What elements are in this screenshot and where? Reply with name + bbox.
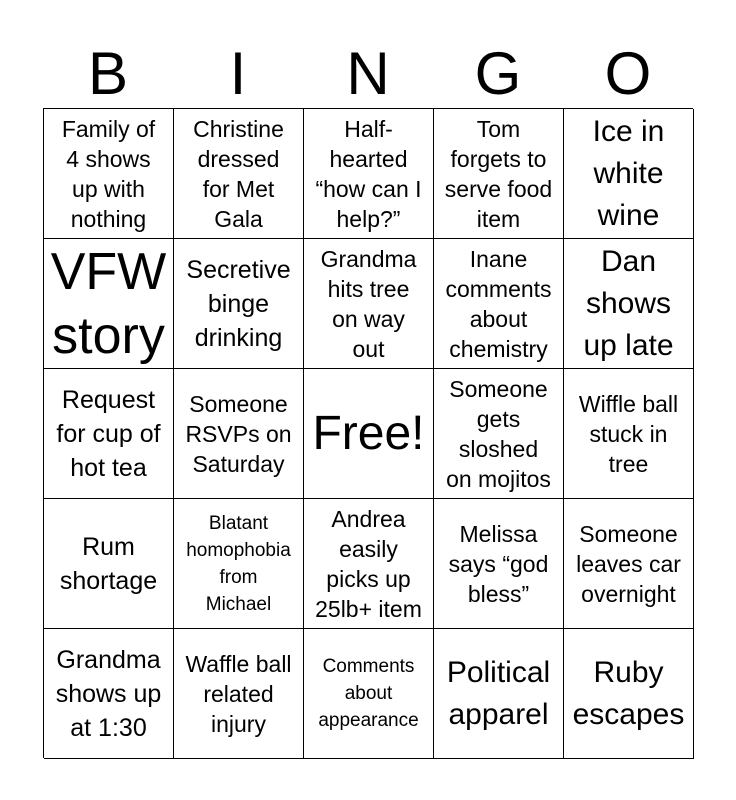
bingo-cell-r1c1[interactable] xyxy=(44,109,174,239)
cell-text: Dan shows up late xyxy=(583,244,674,362)
bingo-cell-free[interactable] xyxy=(304,369,434,499)
bingo-cell-r5c3[interactable] xyxy=(304,629,434,759)
header-letter-i: I xyxy=(229,40,247,107)
cell-text: Request for cup of hot tea xyxy=(56,385,161,482)
bingo-cell-r4c5[interactable] xyxy=(564,499,694,629)
header-letter-b: B xyxy=(87,40,129,107)
cell-text: Ruby escapes xyxy=(572,655,685,731)
bingo-cell-r3c2[interactable] xyxy=(174,369,304,499)
bingo-cell-r2c1[interactable] xyxy=(44,239,174,369)
bingo-cell-r5c1[interactable] xyxy=(44,629,174,759)
bingo-cell-r1c5[interactable] xyxy=(564,109,694,239)
cell-text: Rum shortage xyxy=(59,532,158,595)
bingo-cell-r5c2[interactable] xyxy=(174,629,304,759)
bingo-cell-r2c3[interactable] xyxy=(304,239,434,369)
bingo-cell-r2c4[interactable] xyxy=(434,239,564,369)
bingo-cell-r1c3[interactable] xyxy=(304,109,434,239)
bingo-cell-r3c5[interactable] xyxy=(564,369,694,499)
header-letter-n: N xyxy=(346,40,390,107)
bingo-cell-r4c4[interactable] xyxy=(434,499,564,629)
bingo-cell-r3c4[interactable] xyxy=(434,369,564,499)
cell-text: Wiffle ball stuck in tree xyxy=(578,390,679,477)
cell-text: Someone leaves car overnight xyxy=(576,520,681,607)
header-letter-o: O xyxy=(604,40,652,107)
cell-text: Ice in white wine xyxy=(592,114,665,232)
cell-text: Melissa says “god bless” xyxy=(448,520,549,607)
cell-text: Christine dressed for Met Gala xyxy=(193,115,284,232)
bingo-cell-r5c4[interactable] xyxy=(434,629,564,759)
cell-text: Someone RSVPs on Saturday xyxy=(185,390,292,477)
bingo-cell-r5c5[interactable] xyxy=(564,629,694,759)
cell-text: Political apparel xyxy=(446,655,551,731)
bingo-cell-r4c2[interactable] xyxy=(174,499,304,629)
cell-text: Waffle ball related injury xyxy=(185,650,292,737)
cell-text: Tom forgets to serve food item xyxy=(444,115,553,232)
cell-text: Half- hearted “how can I help?” xyxy=(315,115,422,232)
bingo-cell-r1c4[interactable] xyxy=(434,109,564,239)
bingo-board xyxy=(43,108,693,758)
free-space-label: Free! xyxy=(312,406,425,460)
bingo-cell-r2c2[interactable] xyxy=(174,239,304,369)
bingo-cell-r4c3[interactable] xyxy=(304,499,434,629)
cell-text: Someone gets sloshed on mojitos xyxy=(446,375,551,492)
cell-text: Blatant homophobia from Michael xyxy=(186,512,291,615)
header-letter-g: G xyxy=(474,40,522,107)
bingo-cell-r3c1[interactable] xyxy=(44,369,174,499)
cell-text: Andrea easily picks up 25lb+ item xyxy=(315,505,422,622)
bingo-cell-r4c1[interactable] xyxy=(44,499,174,629)
cell-text: VFW story xyxy=(50,242,167,365)
cell-text: Family of 4 shows up with nothing xyxy=(61,115,156,232)
cell-text: Grandma hits tree on way out xyxy=(320,245,417,362)
cell-text: Grandma shows up at 1:30 xyxy=(55,645,162,742)
bingo-cell-r2c5[interactable] xyxy=(564,239,694,369)
cell-text: Comments about appearance xyxy=(318,656,419,731)
bingo-cell-r1c2[interactable] xyxy=(174,109,304,239)
cell-text: Secretive binge drinking xyxy=(186,255,291,352)
bingo-header xyxy=(43,40,693,108)
cell-text: Inane comments about chemistry xyxy=(445,245,552,362)
